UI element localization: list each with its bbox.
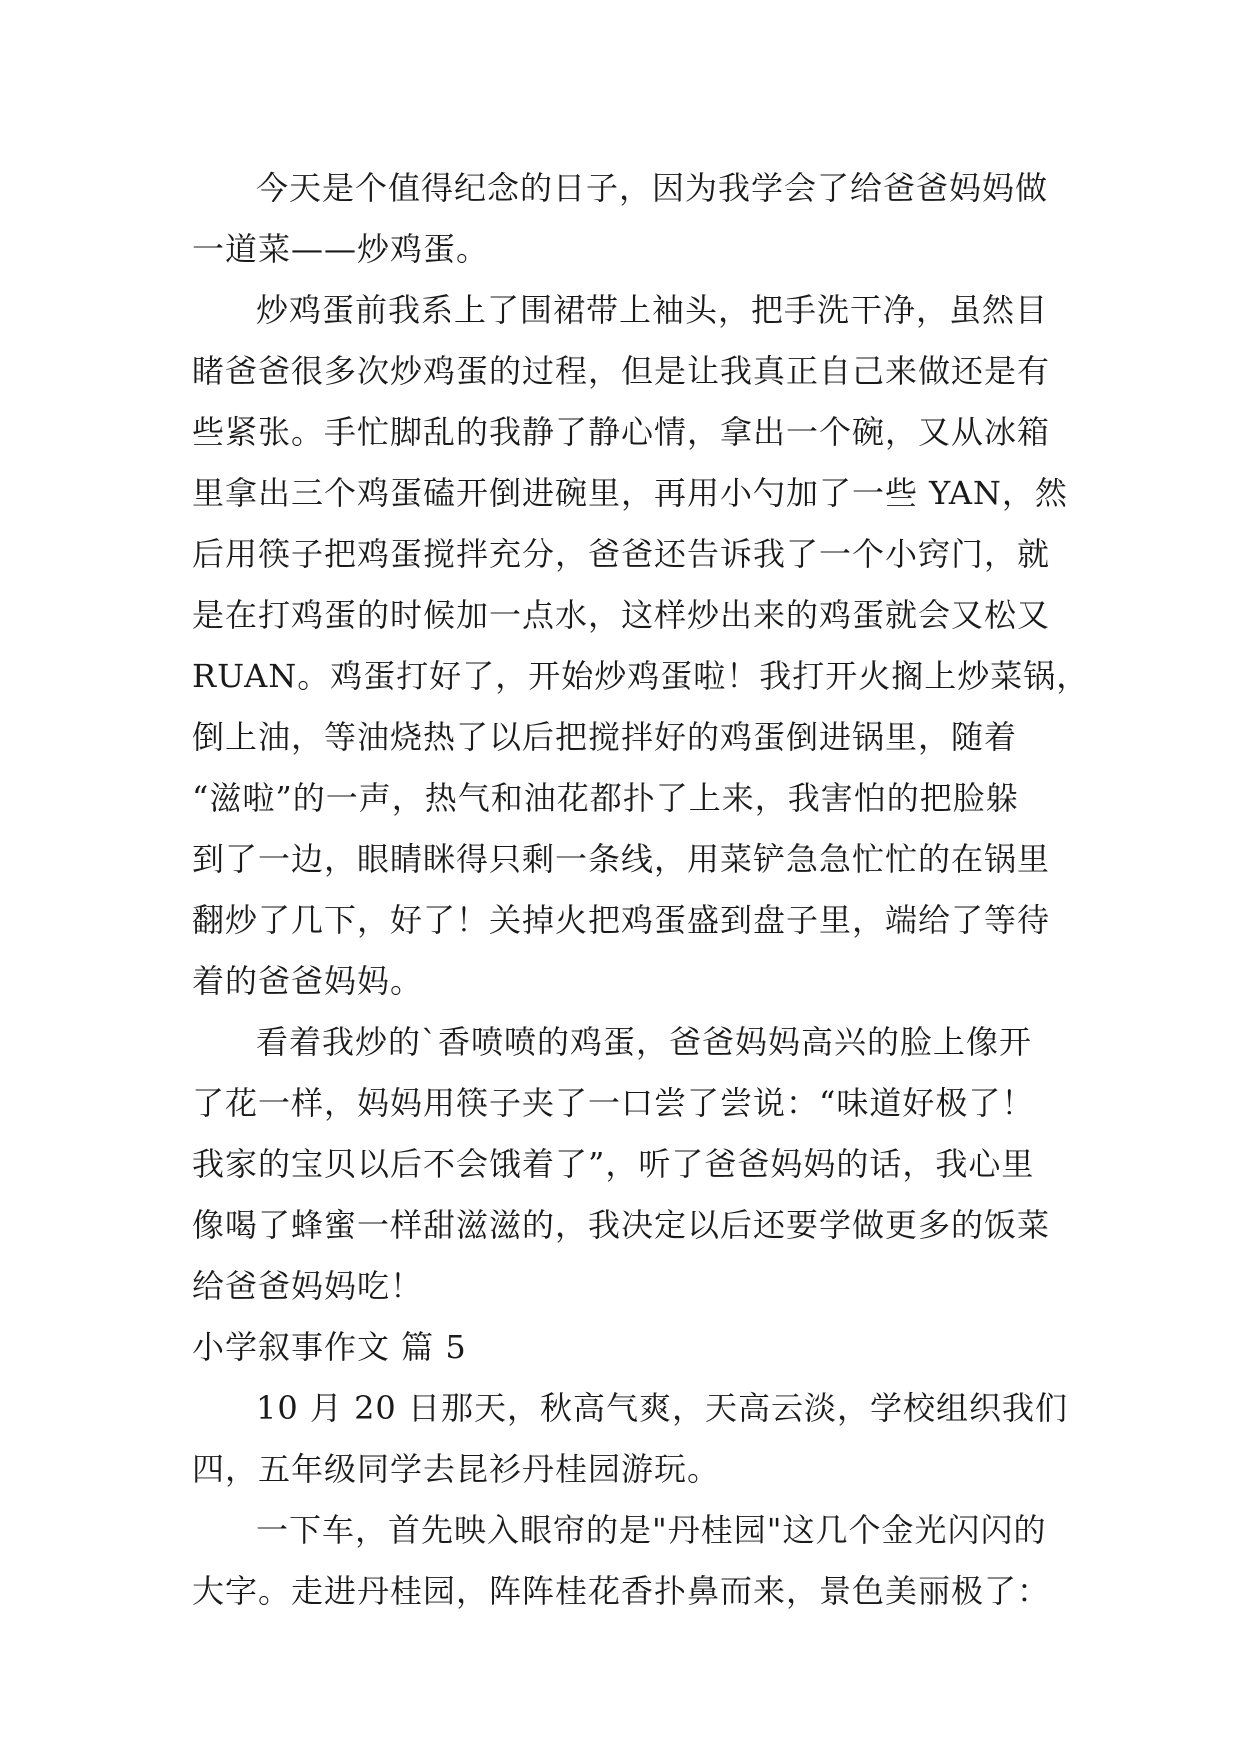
paragraph-line: 像喝了蜂蜜一样甜滋滋的，我决定以后还要学做更多的饭菜 xyxy=(192,1206,1051,1244)
paragraph-line: 给爸爸妈妈吃！ xyxy=(192,1267,424,1305)
paragraph-line: RUAN。鸡蛋打好了，开始炒鸡蛋啦！我打开火搁上炒菜锅， xyxy=(192,657,1090,695)
paragraph-line: 大字。走进丹桂园，阵阵桂花香扑鼻而来，景色美丽极了： xyxy=(192,1572,1051,1610)
paragraph-line: 后用筷子把鸡蛋搅拌充分，爸爸还告诉我了一个小窍门，就 xyxy=(192,535,1051,573)
paragraph-line: 10 月 20 日那天，秋高气爽，天高云淡，学校组织我们 xyxy=(256,1389,1068,1427)
paragraph-line: 里拿出三个鸡蛋磕开倒进碗里，再用小勺加了一些 YAN，然 xyxy=(192,474,1068,512)
paragraph-line: 看着我炒的`香喷喷的鸡蛋，爸爸妈妈高兴的脸上像开 xyxy=(256,1023,1033,1061)
paragraph-line: 些紧张。手忙脚乱的我静了静心情，拿出一个碗，又从冰箱 xyxy=(192,413,1051,451)
paragraph-line: 一下车，首先映入眼帘的是"丹桂园"这几个金光闪闪的 xyxy=(256,1511,1047,1549)
paragraph-line: 倒上油，等油烧热了以后把搅拌好的鸡蛋倒进锅里，随着 xyxy=(192,718,1018,756)
essay-text xyxy=(192,158,1090,1622)
paragraph-line: 四，五年级同学去昆衫丹桂园游玩。 xyxy=(192,1450,721,1488)
paragraph-line: 一道菜——炒鸡蛋。 xyxy=(192,230,490,268)
paragraph-line: 我家的宝贝以后不会饿着了”，听了爸爸妈妈的话，我心里 xyxy=(192,1145,1035,1183)
paragraph-line: 炒鸡蛋前我系上了围裙带上袖头，把手洗干净，虽然目 xyxy=(256,291,1049,329)
paragraph-line: 是在打鸡蛋的时候加一点水，这样炒出来的鸡蛋就会又松又 xyxy=(192,596,1051,634)
section-heading: 小学叙事作文 篇 5 xyxy=(192,1328,467,1366)
paragraph-line: 睹爸爸很多次炒鸡蛋的过程，但是让我真正自己来做还是有 xyxy=(192,352,1051,390)
paragraph-line: “滋啦”的一声，热气和油花都扑了上来，我害怕的把脸躲 xyxy=(192,779,1019,817)
paragraph-line: 到了一边，眼睛眯得只剩一条线，用菜铲急急忙忙的在锅里 xyxy=(192,840,1051,878)
paragraph-line: 翻炒了几下，好了！关掉火把鸡蛋盛到盘子里，端给了等待 xyxy=(192,901,1051,939)
paragraph-line: 今天是个值得纪念的日子，因为我学会了给爸爸妈妈做 xyxy=(256,169,1049,207)
paragraph-line: 了花一样，妈妈用筷子夹了一口尝了尝说：“味道好极了！ xyxy=(192,1084,1035,1122)
paragraph-line: 着的爸爸妈妈。 xyxy=(192,962,424,1000)
